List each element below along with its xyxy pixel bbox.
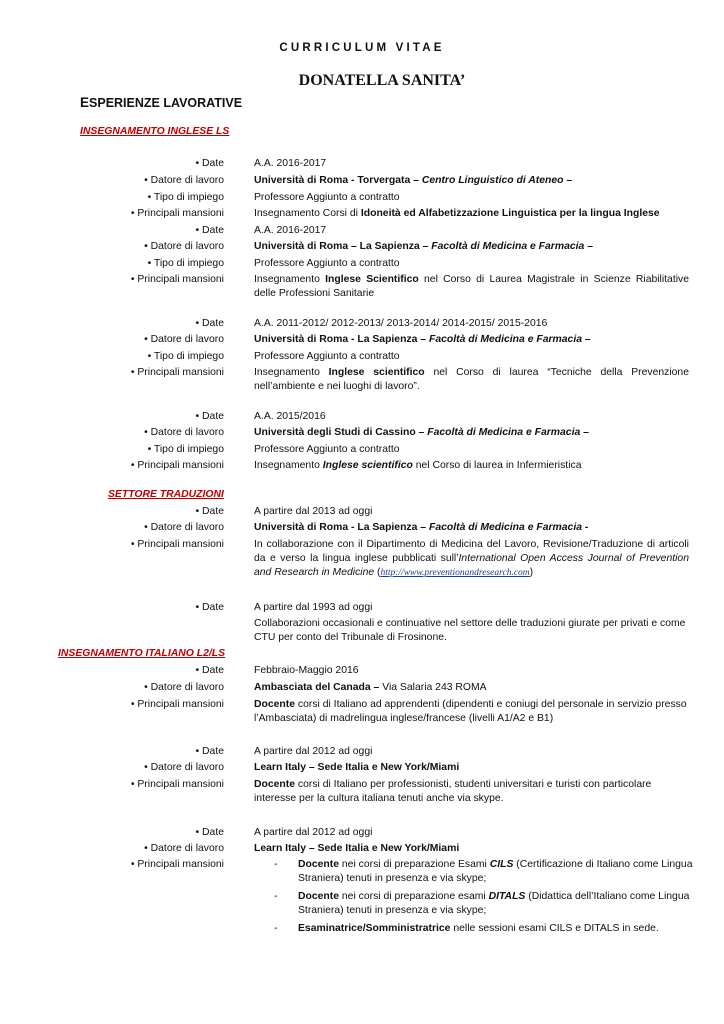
- bullet-dash: -: [274, 923, 278, 934]
- value-date: A.A. 2011-2012/ 2012-2013/ 2013-2014/ 2014-2015/ 2015-2016: [254, 318, 548, 329]
- value-employer: Learn Italy – Sede Italia e New York/Miami: [254, 762, 460, 773]
- value-duties: Insegnamento Inglese scientifico nel Corso di laurea in Infermieristica: [254, 460, 582, 471]
- value-date: A.A. 2015/2016: [254, 411, 326, 422]
- label-date: • Date: [195, 411, 224, 422]
- label-employer: • Datore di lavoro: [144, 682, 224, 693]
- label-duties: • Principali mansioni: [130, 699, 224, 710]
- value-job-type: Professore Aggiunto a contratto: [254, 192, 400, 203]
- value-employer: Università di Roma - La Sapienza – Facoltà di Medicina e Farmacia –: [254, 334, 591, 345]
- label-duties: • Principali mansioni: [130, 274, 224, 285]
- label-duties: • Principali mansioni: [130, 460, 224, 471]
- document-title: CURRICULUM VITAE: [279, 42, 445, 54]
- bullet-dash: -: [274, 859, 278, 870]
- value-date: A partire dal 2013 ad oggi: [254, 506, 373, 517]
- label-employer: • Datore di lavoro: [144, 334, 224, 345]
- label-job-type: • Tipo di impiego: [147, 351, 224, 362]
- value-duties: Insegnamento Inglese scientifico nel Corso di laurea “Tecniche della Prevenzione nell’ambiente e nei luoghi di lavoro”.: [254, 367, 689, 393]
- label-employer: • Datore di lavoro: [144, 427, 224, 438]
- label-date: • Date: [195, 506, 224, 517]
- value-job-type: Professore Aggiunto a contratto: [254, 258, 400, 269]
- duty-item-ditals: Docente nei corsi di preparazione esami DITALS (Didattica dell’Italiano come Lingua Straniera) tenuti in presenza e via skype;: [298, 891, 690, 917]
- duty-item-cils: Docente nei corsi di preparazione Esami CILS (Certificazione di Italiano come Lingua Straniera) tenuti in presenza e via skype;: [298, 859, 693, 885]
- journal-link[interactable]: http://www.preventionandresearch.com: [380, 568, 530, 579]
- label-duties: • Principali mansioni: [130, 539, 224, 550]
- label-duties: • Principali mansioni: [130, 859, 224, 870]
- value-date: A partire dal 2012 ad oggi: [254, 827, 373, 838]
- value-date: A.A. 2016-2017: [254, 225, 327, 236]
- label-duties: • Principali mansioni: [130, 208, 224, 219]
- subsection-teaching-italian: INSEGNAMENTO ITALIANO L2/LS: [58, 648, 226, 659]
- value-employer: Università di Roma – La Sapienza – Facoltà di Medicina e Farmacia –: [254, 241, 593, 252]
- value-job-type: Professore Aggiunto a contratto: [254, 444, 400, 455]
- label-date: • Date: [195, 665, 224, 676]
- bullet-dash: -: [274, 891, 278, 902]
- label-job-type: • Tipo di impiego: [147, 192, 224, 203]
- subsection-teaching-english: INSEGNAMENTO INGLESE LS: [80, 126, 230, 137]
- label-job-type: • Tipo di impiego: [147, 444, 224, 455]
- label-date: • Date: [195, 827, 224, 838]
- value-duties: Docente corsi di Italiano ad apprendenti (dipendenti e coniugi del personale in servizio presso l’Ambasciata) di madrelingua inglese/francese (livelli A1/A2 e B1): [254, 699, 687, 725]
- value-duties: In collaborazione con il Dipartimento di Medicina del Lavoro, Revisione/Traduzione di articoli da e verso la lingua inglese pubblicati sull’International Open Access Journal of Prevention and Research in Medicine (http://www.preventionandresearch.com): [254, 539, 689, 579]
- label-date: • Date: [195, 225, 224, 236]
- value-duties: Collaborazioni occasionali e continuative nel settore delle traduzioni giurate per privati e come CTU per conto del Tribunale di Frosinone.: [254, 618, 686, 644]
- label-employer: • Datore di lavoro: [144, 843, 224, 854]
- label-employer: • Datore di lavoro: [144, 175, 224, 186]
- label-date: • Date: [195, 746, 224, 757]
- value-date: A partire dal 2012 ad oggi: [254, 746, 373, 757]
- value-employer: Ambasciata del Canada – Via Salaria 243 ROMA: [254, 682, 487, 693]
- value-date: Febbraio-Maggio 2016: [254, 665, 359, 676]
- label-date: • Date: [195, 602, 224, 613]
- value-date: A.A. 2016-2017: [254, 158, 327, 169]
- value-date: A partire dal 1993 ad oggi: [254, 602, 373, 613]
- value-employer: Università degli Studi di Cassino – Facoltà di Medicina e Farmacia –: [254, 427, 589, 438]
- label-employer: • Datore di lavoro: [144, 241, 224, 252]
- label-date: • Date: [195, 158, 224, 169]
- label-employer: • Datore di lavoro: [144, 762, 224, 773]
- label-duties: • Principali mansioni: [130, 779, 224, 790]
- person-name: DONATELLA SANITA’: [298, 72, 466, 89]
- label-date: • Date: [195, 318, 224, 329]
- value-employer: Università di Roma - Torvergata – Centro Linguistico di Ateneo –: [254, 175, 573, 186]
- value-employer: Learn Italy – Sede Italia e New York/Miami: [254, 843, 460, 854]
- label-employer: • Datore di lavoro: [144, 522, 224, 533]
- duty-item-examiner: Esaminatrice/Somministratrice nelle sessioni esami CILS e DITALS in sede.: [298, 923, 659, 934]
- value-duties: Docente corsi di Italiano per professionisti, studenti universitari e turisti con particolare interesse per la cultura italiana tenuti anche via skype.: [254, 779, 652, 805]
- section-heading-work-experience: ESPERIENZE LAVORATIVE: [80, 95, 243, 110]
- value-duties: Insegnamento Corsi di Idoneità ed Alfabetizzazione Linguistica per la lingua Inglese: [254, 208, 660, 219]
- value-job-type: Professore Aggiunto a contratto: [254, 351, 400, 362]
- label-job-type: • Tipo di impiego: [147, 258, 224, 269]
- value-employer: Università di Roma - La Sapienza – Facoltà di Medicina e Farmacia -: [254, 522, 589, 533]
- value-duties: Insegnamento Inglese Scientifico nel Corso di Laurea Magistrale in Scienze Riabilitative delle Professioni Sanitarie: [254, 274, 690, 300]
- label-duties: • Principali mansioni: [130, 367, 224, 378]
- subsection-translation: SETTORE TRADUZIONI: [108, 489, 224, 500]
